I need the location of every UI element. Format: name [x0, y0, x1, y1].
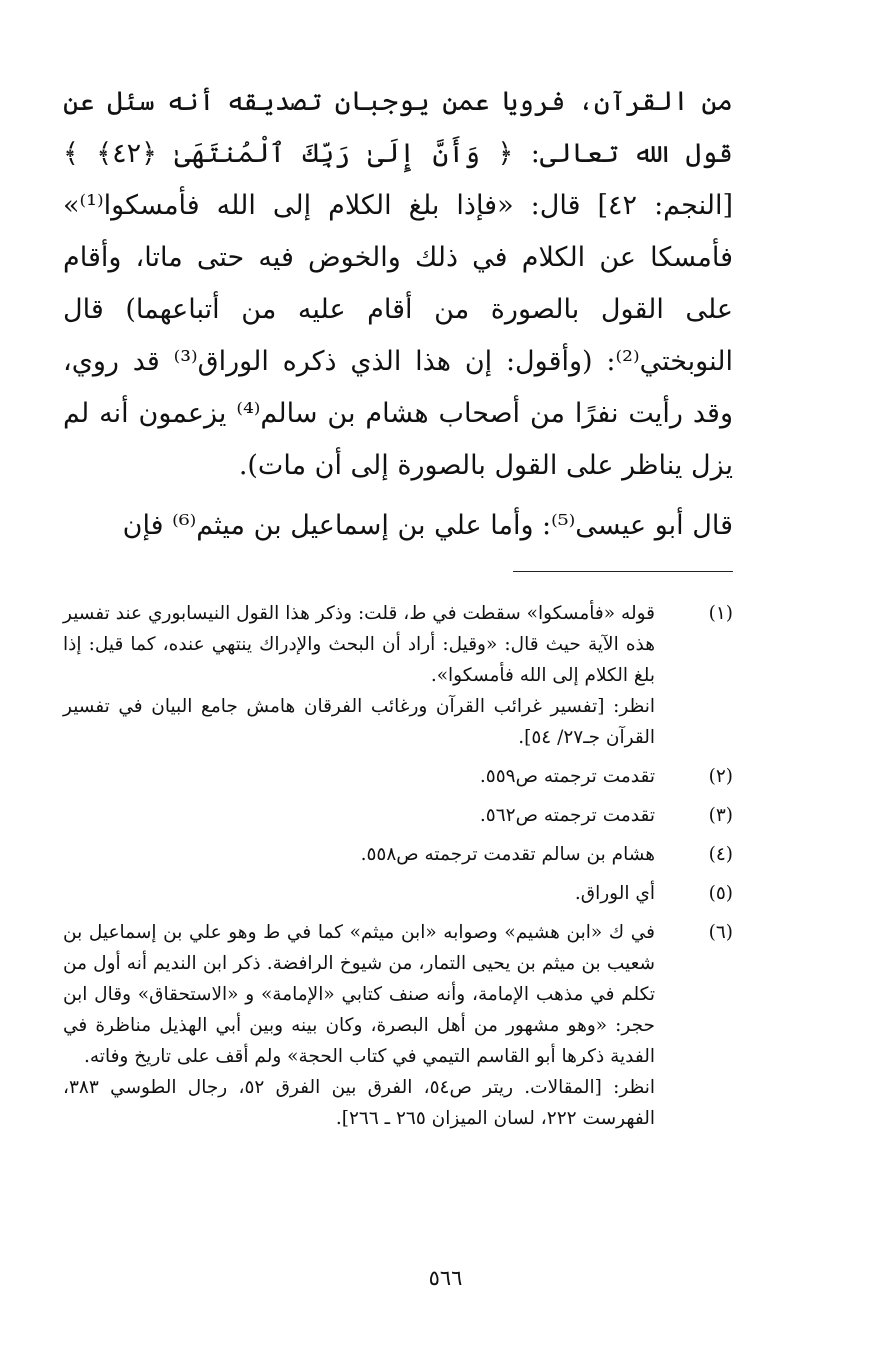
footnote-reference: انظر: [تفسير غرائب القرآن ورغائب الفرقان هامش جامع البيان في تفسير القرآن جـ٢٧/ ٥٤]. [63, 696, 655, 748]
footnote-number: (٤) [708, 844, 733, 865]
footnote-number: (٥) [708, 883, 733, 904]
footnote-text: في ك «ابن هشيم» وصوابه «ابن ميثم» كما في ط وهو علي بن إسماعيل بن شعيب بن ميثم بن يحيى التمار، من شيوخ الرافضة. ذكر ابن النديم أنه أول من تكلم في مذهب الإمامة، وأنه صنف كتابي «الإمامة» و «الاستحقاق» وقال ابن حجر: «وهو مشهور من أهل البصرة، وكان بينه وبين أبي الهذيل مناظرة في الفدية ذكرها أبو القاسم التيمي في كتاب الحجة» ولم أقف على تاريخ وفاته. [63, 922, 655, 1067]
footnote-number: (٣) [708, 805, 733, 826]
footnote [63, 800, 733, 831]
footnote-reference: انظر: [المقالات. ريتر ص٥٤، الفرق بين الفرق ٥٢، رجال الطوسي ٣٨٣، الفهرست ٢٢٢، لسان الميزان ٢٦٥ ـ ٢٦٦]. [63, 1077, 655, 1129]
footnote [63, 761, 733, 792]
footnote-separator [513, 571, 733, 572]
footnote-text: قوله «فأمسكوا» سقطت في ط، قلت: وذكر هذا القول النيسابوري عند تفسير هذه الآية حيث قال: «وقيل: أراد أن البحث والإدراك ينتهي عنده، كما قيل: إذا بلغ الكلام إلى الله فأمسكوا». [63, 603, 655, 686]
footnote [63, 878, 733, 909]
main-paragraph: قال أبو عيسى⁽⁵⁾: وأما علي بن إسماعيل بن ميثم⁽⁶⁾ فإن [122, 510, 733, 541]
footnotes [63, 598, 733, 1142]
footnote-number: (٢) [708, 766, 733, 787]
footnote-number: (١) [708, 603, 733, 624]
footnote [63, 598, 733, 753]
footnote-text: تقدمت ترجمته ص٥٦٢. [479, 805, 655, 826]
main-text [63, 76, 733, 552]
footnote-text: هشام بن سالم تقدمت ترجمته ص٥٥٨. [360, 844, 655, 865]
page-number: ٥٦٦ [428, 1266, 463, 1290]
footnote [63, 917, 733, 1134]
footnote-number: (٦) [708, 922, 733, 943]
main-paragraph: من القرآن، فرويا عمن يوجبان تصديقه أنه سئل عن قول الله تعالى: ﴿ وَأَنَّ إِلَىٰ رَبِّكَ ٱلْمُنتَهَىٰ ﴿٤٢﴾ ﴾ [النجم: ٤٢] قال: «فإذا بلغ الكلام إلى الله فأمسكوا⁽¹⁾» فأمسكا عن الكلام في ذلك والخوض فيه حتى ماتا، وأقام على القول بالصورة من أقام عليه من أتباعهما) قال النوبختي⁽²⁾: (وأقول: إن هذا الذي ذكره الوراق⁽³⁾ قد روي، وقد رأيت نفرًا من أصحاب هشام بن سالم⁽⁴⁾ يزعمون أنه لم يزل يناظر على القول بالصورة إلى أن مات). [63, 86, 733, 481]
footnote-text: تقدمت ترجمته ص٥٥٩. [479, 766, 655, 787]
footnote-text: أي الوراق. [574, 883, 655, 904]
footnote [63, 839, 733, 870]
